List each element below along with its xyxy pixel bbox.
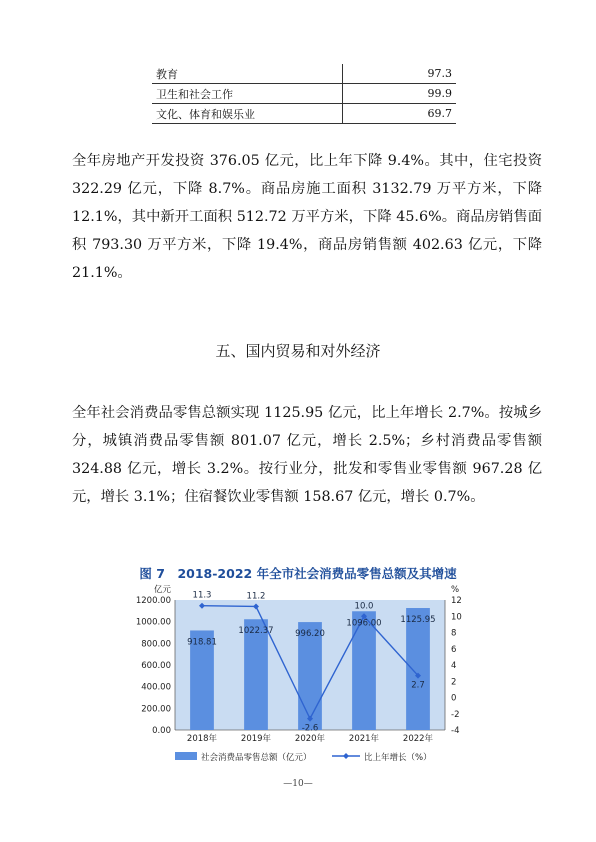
right-tick-label: 10 [451,612,462,623]
growth-value-label: 10.0 [354,601,374,612]
left-tick-label: 200.00 [141,704,171,715]
legend-bar-label: 社会消费品零售总额（亿元） [201,753,312,763]
right-tick-label: 2 [451,677,457,688]
left-tick-label: 0.00 [152,726,171,736]
left-tick-label: 400.00 [141,682,171,693]
table-cell-value: 69.7 [343,104,457,124]
right-tick-label: -4 [451,726,460,736]
right-tick-label: 0 [451,693,457,704]
bar [406,608,430,730]
table-row [152,104,456,124]
retail-paragraph: 全年社会消费品零售总额实现 1125.95 亿元，比上年增长 2.7%。按城乡分，城镇消费品零售额 801.07 亿元，增长 2.5%；乡村消费品零售额 324.88 亿元，增长 3.2%。按行业分，批发和零售业零售额 967.28 亿元，增长 3.1%；住宿餐饮业零售额 158.67 亿元，增长 0.7%。 [72,405,542,505]
x-tick-label: 2022年 [402,734,434,744]
legend-bar-swatch [175,752,197,760]
growth-value-label: 11.3 [192,590,212,601]
realestate-paragraph: 全年房地产开发投资 376.05 亿元，比上年下降 9.4%。其中，住宅投资 322.29 亿元，下降 8.7%。商品房施工面积 3132.79 万平方米，下降 12.1%，其中新开工面积 512.72 万平方米，下降 45.6%。商品房销售面积 793.30 万平方米，下降 19.4%，商品房销售额 402.63 亿元，下降 21.1%。 [72,153,542,281]
right-tick-label: 12 [451,596,462,606]
right-tick-label: 8 [451,628,457,639]
chart-title: 图 7 2018-2022 年全市社会消费品零售总额及其增速 [139,566,457,581]
bar-value-label: 918.81 [187,637,217,648]
right-tick-label: -2 [451,709,460,720]
page-number: —10— [283,779,313,789]
right-tick-label: 6 [451,644,457,655]
table-cell-name: 卫生和社会工作 [152,84,343,104]
x-tick-label: 2020年 [294,734,326,744]
table-cell-name: 教育 [152,64,343,84]
section-heading: 五、国内贸易和对外经济 [215,342,381,360]
x-tick-label: 2018年 [186,734,218,744]
bar-value-label: 1022.37 [238,626,274,637]
table-cell-name: 文化、体育和娱乐业 [152,104,343,124]
left-unit-label: 亿元 [153,585,171,595]
left-tick-label: 800.00 [141,639,171,650]
right-tick-label: 4 [451,661,457,671]
bar [352,611,376,730]
growth-value-label: 11.2 [246,591,266,602]
x-tick-label: 2021年 [348,734,380,744]
bar-value-label: 1096.00 [346,618,382,629]
growth-value-label: 2.7 [411,680,425,691]
growth-value-label: -2.6 [301,723,319,734]
left-tick-label: 600.00 [141,661,171,671]
industry-table [152,64,456,124]
x-tick-label: 2019年 [240,734,272,744]
legend-line-label: 比上年增长（%） [364,753,432,763]
left-tick-label: 1000.00 [135,617,171,628]
bar-value-label: 1125.95 [400,615,436,626]
table-cell-value: 97.3 [343,64,457,84]
table-cell-value: 99.9 [343,84,457,104]
left-tick-label: 1200.00 [135,596,171,606]
legend-line-marker [343,753,349,759]
bar-value-label: 996.20 [295,629,325,640]
right-unit-label: % [451,585,460,595]
table-row [152,64,456,84]
retail-sales-chart [120,580,480,776]
table-row [152,84,456,104]
